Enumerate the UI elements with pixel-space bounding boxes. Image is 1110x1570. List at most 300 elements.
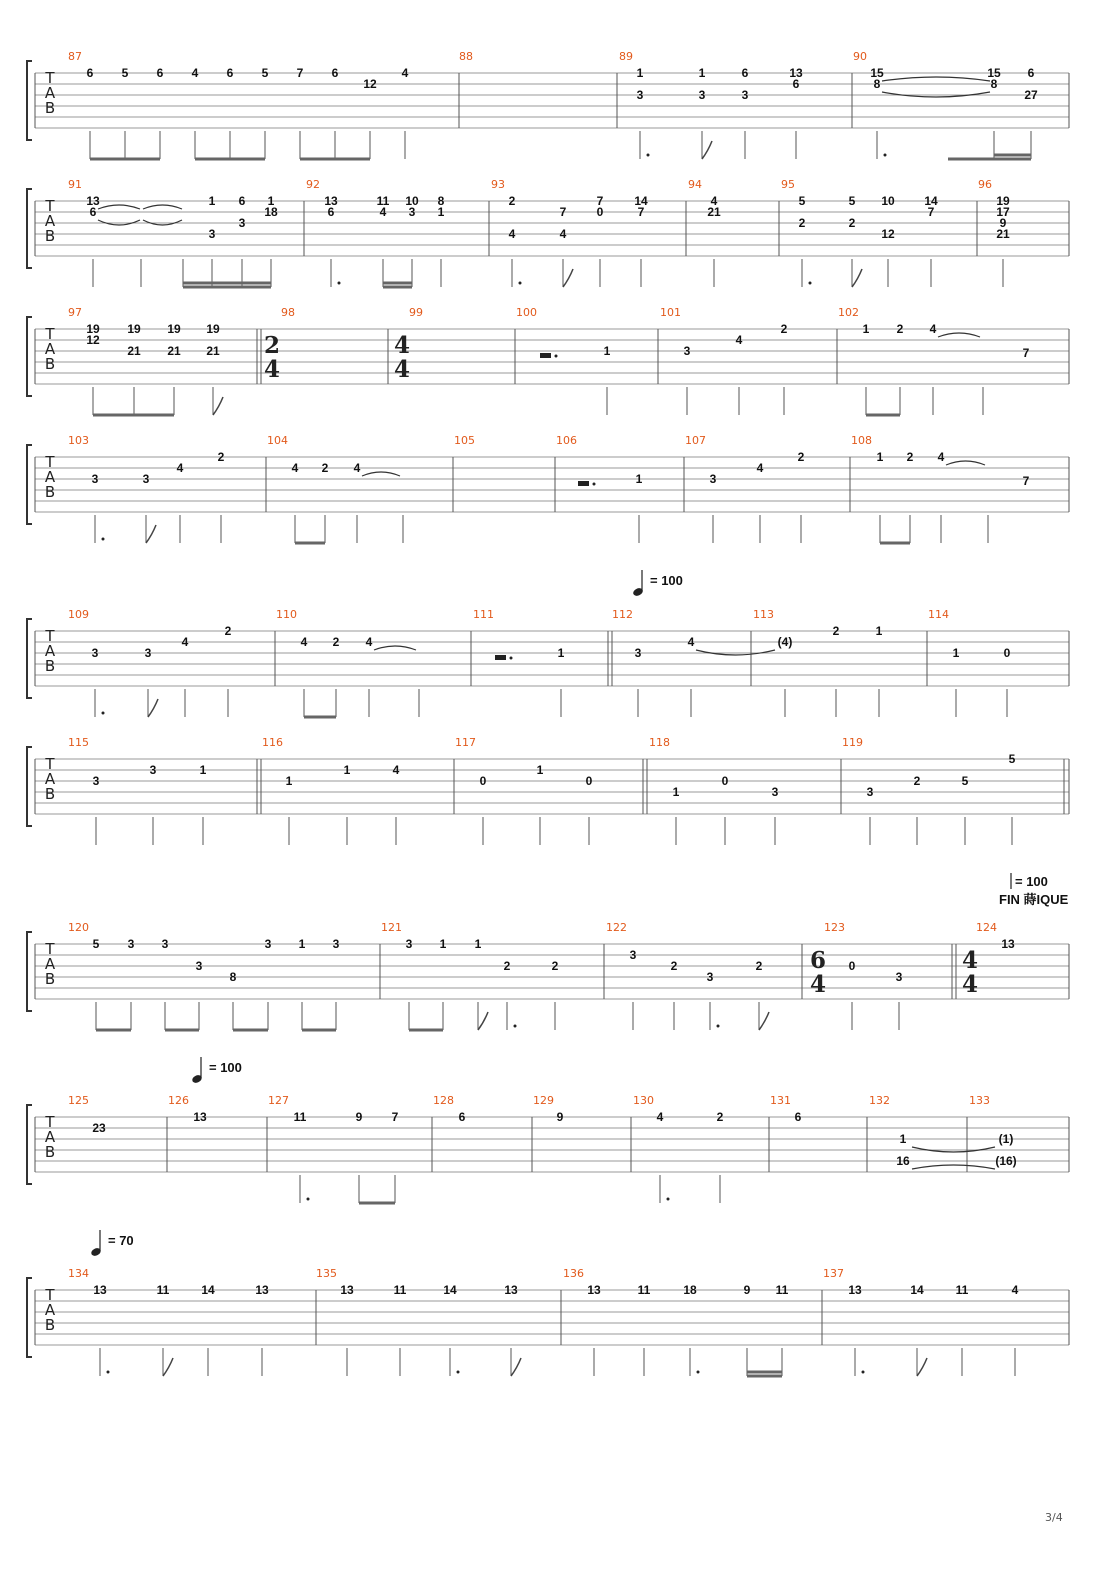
tab-clef-letter: T [45, 1286, 55, 1304]
measure-number: 133 [969, 1094, 990, 1107]
measure-number: 88 [459, 50, 473, 63]
fret-number: 13 [340, 1283, 354, 1297]
fret-number: 2 [321, 461, 329, 475]
rhythm-dot [884, 154, 887, 157]
rhythm-dot [555, 355, 558, 358]
note-flag [759, 1012, 769, 1030]
fret-number: 6 [741, 66, 749, 80]
section-label: FIN 蒔IQUE [999, 892, 1069, 907]
fret-number: 2 [913, 774, 921, 788]
note-flag [148, 699, 158, 717]
fret-number: 1 [636, 66, 644, 80]
fret-number: 21 [206, 344, 220, 358]
fret-number: 0 [848, 959, 856, 973]
measure-number: 103 [68, 434, 89, 447]
rhythm-dot [307, 1198, 310, 1201]
half-rest [495, 655, 506, 660]
measure-number: 102 [838, 306, 859, 319]
fret-number: 4 [1011, 1283, 1019, 1297]
fret-number: 14 [910, 1283, 924, 1297]
rhythm-dot [102, 712, 105, 715]
note-flag [563, 269, 573, 287]
fret-number: 13 [789, 66, 803, 80]
time-signature-bottom: 4 [263, 356, 281, 383]
fret-number: 3 [771, 785, 779, 799]
tab-clef-letter: B [44, 1316, 56, 1334]
fret-number: 4 [929, 322, 937, 336]
fret-number: 2 [780, 322, 788, 336]
fret-number: 23 [92, 1121, 106, 1135]
fret-number: 4 [401, 66, 409, 80]
fret-number: 4 [353, 461, 361, 475]
fret-number: 3 [91, 472, 99, 486]
fret-number: 1 [603, 344, 611, 358]
fret-number: 12 [881, 227, 895, 241]
fret-number: 11 [775, 1283, 789, 1297]
measure-number: 94 [688, 178, 702, 191]
tab-clef-letter: T [45, 325, 55, 343]
fret-number: 1 [952, 646, 960, 660]
measure-number: 124 [976, 921, 997, 934]
tempo-marking: = 70 [108, 1233, 134, 1248]
fret-number: 4 [300, 635, 308, 649]
measure-number: 127 [268, 1094, 289, 1107]
measure-number: 115 [68, 736, 89, 749]
measure-number: 101 [660, 306, 681, 319]
note-flag [213, 397, 223, 415]
system-bracket [27, 1105, 32, 1184]
system-bracket [27, 747, 32, 826]
fret-number: 13 [86, 194, 100, 208]
fret-number: 1 [635, 472, 643, 486]
measure-number: 126 [168, 1094, 189, 1107]
fret-number: 1 [285, 774, 293, 788]
fret-number: 7 [559, 205, 567, 219]
half-rest [578, 481, 589, 486]
fret-number: 1 [267, 194, 275, 208]
rhythm-dot [519, 282, 522, 285]
measure-number: 134 [68, 1267, 89, 1280]
tab-clef-letter: B [44, 657, 56, 675]
fret-number: 15 [870, 66, 884, 80]
fret-number: 21 [167, 344, 181, 358]
rhythm-dot [717, 1025, 720, 1028]
measure-number: 91 [68, 178, 82, 191]
fret-number: 3 [142, 472, 150, 486]
fret-number: 4 [687, 635, 695, 649]
fret-number: (16) [995, 1154, 1017, 1168]
system-bracket [27, 932, 32, 1011]
fret-number: 27 [1024, 88, 1038, 102]
fret-number: 8 [990, 77, 998, 91]
fret-number: 13 [587, 1283, 601, 1297]
fret-number: 6 [1027, 66, 1035, 80]
fret-number: 4 [735, 333, 743, 347]
fret-number: 1 [875, 624, 883, 638]
measure-number: 132 [869, 1094, 890, 1107]
note-flag [917, 1358, 927, 1376]
fret-number: 2 [848, 216, 856, 230]
eighth-rest: 7 [1022, 346, 1030, 360]
fret-number: 2 [797, 450, 805, 464]
time-signature-bottom: 4 [809, 971, 827, 998]
fret-number: 4 [379, 205, 387, 219]
measure-number: 95 [781, 178, 795, 191]
fret-number: 1 [298, 937, 306, 951]
fret-number: 0 [1003, 646, 1011, 660]
measure-number: 118 [649, 736, 670, 749]
rhythm-dot [697, 1371, 700, 1374]
rhythm-dot [862, 1371, 865, 1374]
fret-number: 14 [443, 1283, 457, 1297]
fret-number: 3 [332, 937, 340, 951]
fret-number: 4 [937, 450, 945, 464]
fret-number: 9 [999, 216, 1007, 230]
tab-clef-letter: T [45, 453, 55, 471]
half-rest [540, 353, 551, 358]
fret-number: 1 [557, 646, 565, 660]
fret-number: 10 [405, 194, 419, 208]
fret-number: 9 [743, 1283, 751, 1297]
tab-clef-letter: T [45, 197, 55, 215]
tie [938, 333, 980, 337]
fret-number: 2 [217, 450, 225, 464]
measure-number: 108 [851, 434, 872, 447]
fret-number: 3 [706, 970, 714, 984]
fret-number: 0 [479, 774, 487, 788]
fret-number: 1 [474, 937, 482, 951]
fret-number: 3 [405, 937, 413, 951]
tie [882, 77, 990, 81]
page-number: 3/4 [1045, 1511, 1063, 1524]
tab-clef-letter: A [44, 955, 56, 973]
fret-number: 3 [629, 948, 637, 962]
fret-number: 5 [121, 66, 129, 80]
tie [362, 472, 400, 476]
measure-number: 89 [619, 50, 633, 63]
fret-number: 17 [996, 205, 1010, 219]
fret-number: 6 [792, 77, 800, 91]
fret-number: 6 [86, 66, 94, 80]
fret-number: 3 [238, 216, 246, 230]
fret-number: 3 [634, 646, 642, 660]
tab-clef-letter: A [44, 642, 56, 660]
fret-number: 15 [987, 66, 1001, 80]
fret-number: 11 [376, 194, 390, 208]
fret-number: 6 [238, 194, 246, 208]
fret-number: 14 [634, 194, 648, 208]
measure-number: 93 [491, 178, 505, 191]
tie [912, 1165, 995, 1169]
measure-number: 128 [433, 1094, 454, 1107]
fret-number: 3 [683, 344, 691, 358]
fret-number: 19 [206, 322, 220, 336]
rhythm-dot [510, 657, 513, 660]
time-signature-bottom: 4 [393, 356, 411, 383]
fret-number: 3 [149, 763, 157, 777]
fret-number: 1 [698, 66, 706, 80]
measure-number: 98 [281, 306, 295, 319]
note-flag [163, 1358, 173, 1376]
fret-number: 14 [201, 1283, 215, 1297]
fret-number: 1 [199, 763, 207, 777]
tab-clef-letter: B [44, 970, 56, 988]
fret-number: 8 [229, 970, 237, 984]
fret-number: 16 [896, 1154, 910, 1168]
fret-number: 7 [927, 205, 935, 219]
tab-clef-letter: B [44, 355, 56, 373]
fret-number: 18 [683, 1283, 697, 1297]
measure-number: 136 [563, 1267, 584, 1280]
fret-number: 11 [637, 1283, 651, 1297]
fret-number: 5 [961, 774, 969, 788]
fret-number: 13 [255, 1283, 269, 1297]
fret-number: 8 [873, 77, 881, 91]
fret-number: 11 [393, 1283, 407, 1297]
measure-number: 96 [978, 178, 992, 191]
fret-number: 6 [327, 205, 335, 219]
tab-clef-letter: A [44, 84, 56, 102]
fret-number: 4 [181, 635, 189, 649]
measure-number: 97 [68, 306, 82, 319]
measure-number: 105 [454, 434, 475, 447]
system-bracket [27, 1278, 32, 1357]
fret-number: 13 [324, 194, 338, 208]
fret-number: 1 [437, 205, 445, 219]
fret-number: 18 [264, 205, 278, 219]
fret-number: 4 [191, 66, 199, 80]
tab-clef-letter: A [44, 340, 56, 358]
fret-number: 11 [156, 1283, 170, 1297]
fret-number: 7 [296, 66, 304, 80]
fret-number: 0 [585, 774, 593, 788]
fret-number: 6 [156, 66, 164, 80]
measure-number: 135 [316, 1267, 337, 1280]
measure-number: 109 [68, 608, 89, 621]
fret-number: 5 [848, 194, 856, 208]
tab-clef-letter: B [44, 99, 56, 117]
fret-number: 19 [86, 322, 100, 336]
note-flag [511, 1358, 521, 1376]
tempo-marking: = 100 [1015, 874, 1048, 889]
fret-number: 4 [508, 227, 516, 241]
tie [946, 461, 985, 465]
fret-number: 5 [798, 194, 806, 208]
tab-clef-letter: A [44, 1301, 56, 1319]
fret-number: 7 [637, 205, 645, 219]
measure-number: 121 [381, 921, 402, 934]
measure-number: 114 [928, 608, 949, 621]
system-bracket [27, 61, 32, 140]
measure-number: 112 [612, 608, 633, 621]
tie [143, 205, 182, 209]
measure-number: 106 [556, 434, 577, 447]
fret-number: 2 [551, 959, 559, 973]
rhythm-dot [809, 282, 812, 285]
tab-clef-letter: B [44, 785, 56, 803]
measure-number: 125 [68, 1094, 89, 1107]
fret-number: 3 [895, 970, 903, 984]
measure-number: 107 [685, 434, 706, 447]
fret-number: 1 [439, 937, 447, 951]
fret-number: 4 [756, 461, 764, 475]
time-signature-bottom: 4 [961, 971, 979, 998]
tab-clef-letter: T [45, 1113, 55, 1131]
fret-number: 2 [832, 624, 840, 638]
system-bracket [27, 189, 32, 268]
fret-number: 6 [89, 205, 97, 219]
rhythm-dot [107, 1371, 110, 1374]
tie [98, 205, 140, 209]
fret-number: 5 [261, 66, 269, 80]
measure-number: 120 [68, 921, 89, 934]
system-bracket [27, 445, 32, 524]
tab-clef-letter: A [44, 212, 56, 230]
note-flag [478, 1012, 488, 1030]
fret-number: 6 [331, 66, 339, 80]
note-flag [146, 525, 156, 543]
measure-number: 131 [770, 1094, 791, 1107]
fret-number: 8 [437, 194, 445, 208]
tempo-marking: = 100 [650, 573, 683, 588]
fret-number: 3 [161, 937, 169, 951]
fret-number: 13 [504, 1283, 518, 1297]
measure-number: 110 [276, 608, 297, 621]
fret-number: 2 [224, 624, 232, 638]
measure-number: 130 [633, 1094, 654, 1107]
fret-number: 5 [1008, 752, 1016, 766]
fret-number: 6 [458, 1110, 466, 1124]
tab-clef-letter: T [45, 755, 55, 773]
measure-number: 117 [455, 736, 476, 749]
fret-number: 3 [866, 785, 874, 799]
fret-number: 7 [596, 194, 604, 208]
fret-number: 5 [92, 937, 100, 951]
fret-number: 21 [707, 205, 721, 219]
fret-number: 0 [596, 205, 604, 219]
measure-number: 90 [853, 50, 867, 63]
fret-number: 2 [670, 959, 678, 973]
fret-number: 3 [92, 774, 100, 788]
fret-number: 2 [755, 959, 763, 973]
eighth-rest: 7 [1022, 474, 1030, 488]
measure-number: 119 [842, 736, 863, 749]
rhythm-dot [647, 154, 650, 157]
measure-number: 87 [68, 50, 82, 63]
fret-number: 1 [343, 763, 351, 777]
tab-clef-letter: T [45, 940, 55, 958]
fret-number: 19 [127, 322, 141, 336]
time-signature-top: 2 [263, 332, 281, 359]
fret-number: 3 [741, 88, 749, 102]
measure-number: 129 [533, 1094, 554, 1107]
rhythm-dot [593, 483, 596, 486]
fret-number: 4 [392, 763, 400, 777]
fret-number: 4 [176, 461, 184, 475]
measure-number: 113 [753, 608, 774, 621]
fret-number: 2 [896, 322, 904, 336]
rhythm-dot [102, 538, 105, 541]
fret-number: 3 [208, 227, 216, 241]
fret-number: 0 [721, 774, 729, 788]
measure-number: 122 [606, 921, 627, 934]
measure-number: 99 [409, 306, 423, 319]
fret-number: 3 [195, 959, 203, 973]
fret-number: 10 [881, 194, 895, 208]
tab-clef-letter: A [44, 770, 56, 788]
time-signature-top: 6 [809, 947, 827, 974]
fret-number: 7 [391, 1110, 399, 1124]
fret-number: 2 [906, 450, 914, 464]
fret-number: 1 [208, 194, 216, 208]
fret-number: 19 [167, 322, 181, 336]
fret-number: 1 [876, 450, 884, 464]
fret-number: 13 [848, 1283, 862, 1297]
tab-clef-letter: B [44, 483, 56, 501]
tab-clef-letter: B [44, 1143, 56, 1161]
fret-number: 3 [264, 937, 272, 951]
fret-number: 1 [672, 785, 680, 799]
system-bracket [27, 619, 32, 698]
fret-number: 12 [363, 77, 377, 91]
measure-number: 137 [823, 1267, 844, 1280]
fret-number: 13 [93, 1283, 107, 1297]
note-flag [852, 269, 862, 287]
fret-number: 2 [503, 959, 511, 973]
system-bracket [27, 317, 32, 396]
fret-number: 3 [91, 646, 99, 660]
fret-number: 3 [127, 937, 135, 951]
tab-clef-letter: T [45, 69, 55, 87]
fret-number: 9 [355, 1110, 363, 1124]
fret-number: 11 [955, 1283, 969, 1297]
tab-clef-letter: A [44, 1128, 56, 1146]
rhythm-dot [514, 1025, 517, 1028]
fret-number: 3 [709, 472, 717, 486]
fret-number: 13 [193, 1110, 207, 1124]
fret-number: 1 [862, 322, 870, 336]
fret-number: 13 [1001, 937, 1015, 951]
fret-number: 6 [794, 1110, 802, 1124]
fret-number: 4 [365, 635, 373, 649]
fret-number: 2 [798, 216, 806, 230]
fret-number: (1) [998, 1132, 1014, 1146]
tab-clef-letter: T [45, 627, 55, 645]
fret-number: 4 [291, 461, 299, 475]
fret-number: 21 [996, 227, 1010, 241]
measure-number: 111 [473, 608, 494, 621]
measure-number: 116 [262, 736, 283, 749]
fret-number: 4 [656, 1110, 664, 1124]
fret-number: (4) [777, 635, 793, 649]
rhythm-dot [667, 1198, 670, 1201]
fret-number: 4 [559, 227, 567, 241]
fret-number: 1 [536, 763, 544, 777]
fret-number: 9 [556, 1110, 564, 1124]
measure-number: 100 [516, 306, 537, 319]
rhythm-dot [338, 282, 341, 285]
fret-number: 14 [924, 194, 938, 208]
fret-number: 3 [636, 88, 644, 102]
fret-number: 2 [716, 1110, 724, 1124]
fret-number: 4 [710, 194, 718, 208]
fret-number: 11 [293, 1110, 307, 1124]
fret-number: 19 [996, 194, 1010, 208]
tab-clef-letter: B [44, 227, 56, 245]
fret-number: 3 [698, 88, 706, 102]
time-signature-top: 4 [961, 947, 979, 974]
fret-number: 12 [86, 333, 100, 347]
